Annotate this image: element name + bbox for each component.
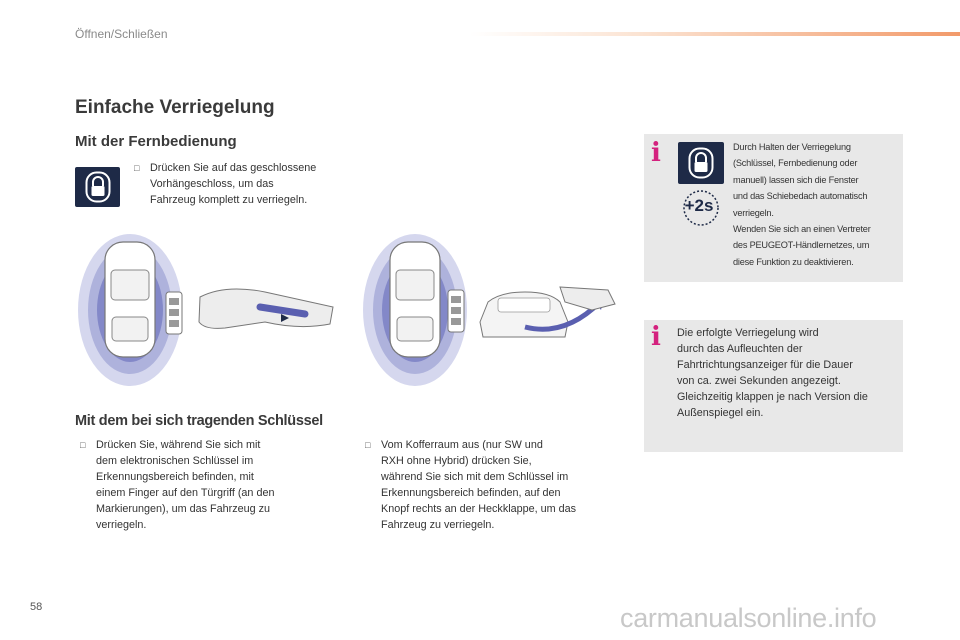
info-box-lock-confirmation-text: Die erfolgte Verriegelung wird durch das Aufleuchten der Fahrtrichtungsanzeiger für die Dauer von ca. zwei Sekunden angezeigt. Gleichzeitig klappen je nach Version die Außenspiegel ein. xyxy=(677,327,868,419)
square-bullet-icon: □ xyxy=(134,163,140,173)
info-icon: i xyxy=(651,138,661,168)
info-box-auto-close-text: Durch Halten der Verriegelung (Schlüssel, Fernbedienung oder manuell) lassen sich die Fenster und das Schiebedach automatisch verriegeln. Wenden Sie sich an einen Vertreter des PEUGEOT-Händlernetzes, um diese Funktion zu deaktivieren. xyxy=(733,142,871,267)
padlock-closed-icon xyxy=(678,142,724,184)
hold-2-seconds-icon xyxy=(677,189,721,227)
hold-duration-label: +2s xyxy=(684,196,714,215)
tailgate-lock-illustration xyxy=(360,232,625,392)
remote-instruction xyxy=(134,160,344,208)
square-bullet-icon: □ xyxy=(80,440,86,450)
keyless-door-instruction-text: Drücken Sie, während Sie sich mit dem elektronischen Schlüssel im Erkennungsbereich befinden, mit einem Finger auf den Türgriff (an den Markierungen), um das Fahrzeug zu verriegeln. xyxy=(96,439,275,531)
keyless-tailgate-instruction-text: Vom Kofferraum aus (nur SW und RXH ohne Hybrid) drücken Sie, während Sie sich mit dem Schlüssel im Erkennungsbereich befinden, auf den Knopf rechts an der Heckklappe, um das Fahrzeug zu verriegeln. xyxy=(381,439,577,531)
keyless-heading: Mit dem bei sich tragenden Schlüssel xyxy=(75,413,323,429)
watermark: carmanualsonline.info xyxy=(620,603,877,633)
padlock-closed-icon xyxy=(75,167,120,207)
info-icon: i xyxy=(651,322,661,352)
square-bullet-icon: □ xyxy=(365,440,371,450)
keyless-door-instruction xyxy=(80,437,320,533)
page-number: 58 xyxy=(30,601,43,613)
remote-instruction-text: Drücken Sie auf das geschlossene Vorhängeschloss, um das Fahrzeug komplett zu verriegeln. xyxy=(150,162,317,206)
section-title: Öffnen/Schließen xyxy=(75,27,168,41)
keyless-tailgate-instruction xyxy=(365,437,615,533)
header-gradient-bar xyxy=(470,32,960,36)
page-title: Einfache Verriegelung xyxy=(75,97,275,118)
remote-heading: Mit der Fernbedienung xyxy=(75,133,237,150)
door-handle-lock-illustration xyxy=(75,232,340,392)
